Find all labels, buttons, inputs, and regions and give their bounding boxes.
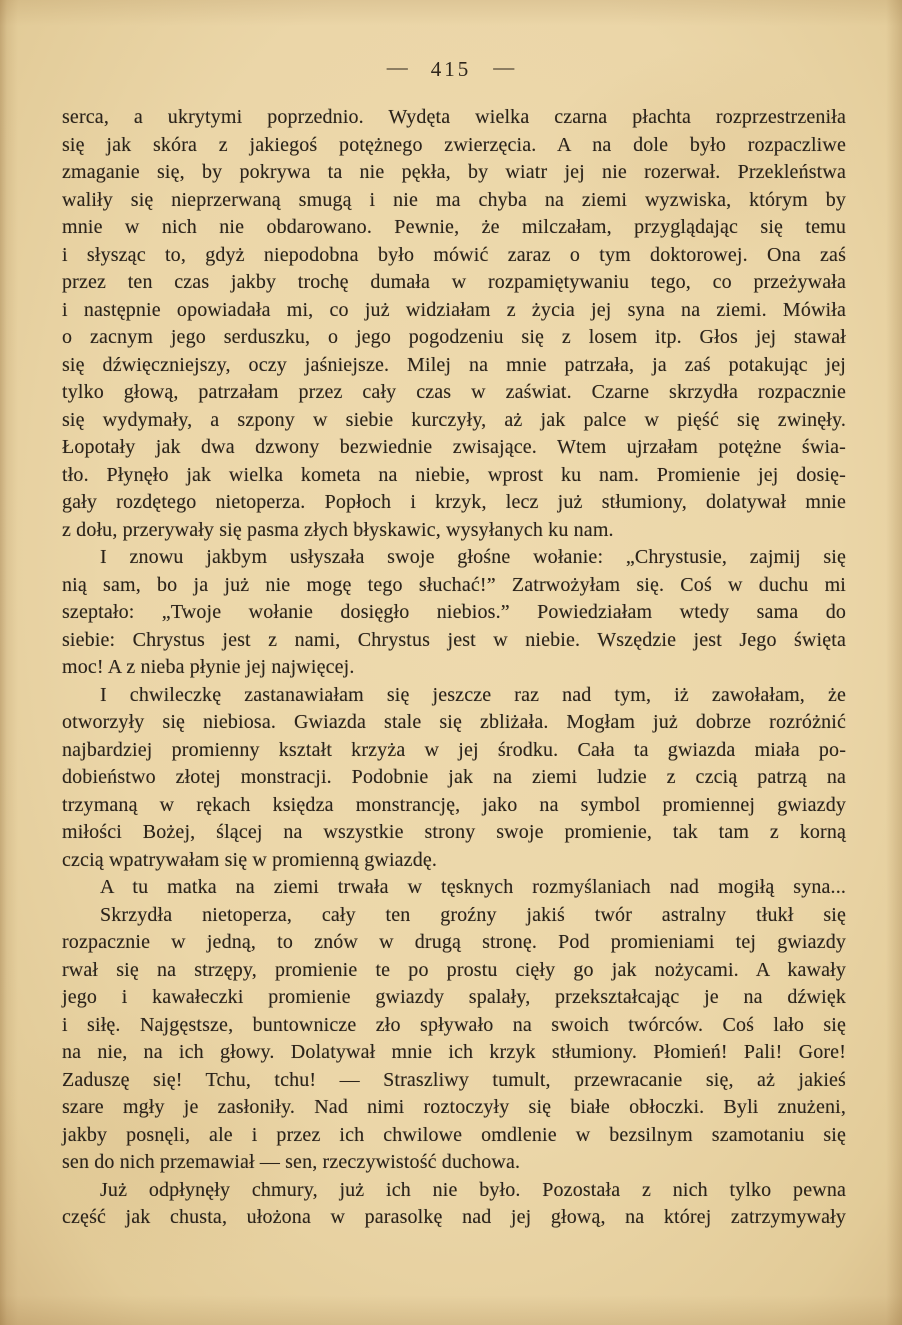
text-line: Już odpłynęły chmury, już ich nie było. Pozostała z nich tylko pewna xyxy=(100,1178,846,1201)
text-line: jego i kawałeczki promienie gwiazdy spalały, przekształcając je na dźwięk xyxy=(62,986,846,1008)
text-line: przez ten czas jakby trochę dumała w rozpamiętywaniu tego, co przeżywała xyxy=(62,271,846,293)
text-line: najbardziej promienny kształt krzyża w jej środku. Cała ta gwiazda miała po- xyxy=(62,738,846,761)
text-line: A tu matka na ziemi trwała w tęsknych rozmyślaniach nad mogiłą syna... xyxy=(100,876,846,898)
text-line: miłości Bożej, ślącej na wszystkie strony swoje promienie, tak tam z korną xyxy=(62,821,846,843)
text-line: na nie, na ich głowy. Dolatywał mnie ich krzyk stłumiony. Płomień! Pali! Gore! xyxy=(62,1041,846,1063)
text-line: I chwileczkę zastanawiałam się jeszcze raz nad tym, iż zawołałam, że xyxy=(100,683,846,706)
header-dash-left: — xyxy=(386,55,409,79)
text-line: się dźwięczniejszy, oczy jaśniejsze. Milej na mnie patrzała, ja zaś potakując jej xyxy=(62,353,846,376)
text-line: Zaduszę się! Tchu, tchu! — Straszliwy tumult, przewracanie się, aż jakieś xyxy=(62,1068,846,1091)
text-line: rozpacznie w jedną, to znów w drugą stronę. Pod promieniami tej gwiazdy xyxy=(62,931,846,953)
text-line: siebie: Chrystus jest z nami, Chrystus jest w niebie. Wszędzie jest Jego święta xyxy=(62,628,846,651)
page-number: 415 xyxy=(430,57,472,81)
text-line: się wydymały, a szpony w siebie kurczyły, aż jak palce w pięść się zwinęły. xyxy=(62,408,846,431)
text-line: szare mgły je zasłoniły. Nad nimi roztoczyły się białe obłoczki. Byli znużeni, xyxy=(62,1096,846,1118)
text-line: gały rozdętego nietoperza. Popłoch i krzyk, lecz już stłumiony, dolatywał mnie xyxy=(62,491,846,513)
text-line: nią sam, bo ja już nie mogę tego słuchać!” Zatrwożyłam się. Coś w duchu mi xyxy=(62,573,846,596)
text-line: trzymaną w rękach księdza monstrancję, jako na symbol promiennej gwiazdy xyxy=(62,793,846,816)
text-line: i siłę. Najgęstsze, buntownicze zło spływało na swoich twórców. Coś lało się xyxy=(62,1013,846,1036)
text-line: i słysząc to, gdyż niepodobna było mówić zaraz o tym doktorowej. Ona zaś xyxy=(62,243,846,266)
text-line: tło. Płynęło jak wielka kometa na niebie, wprost ku nam. Promienie jej dosię- xyxy=(62,463,846,486)
text-line: szeptało: „Twoje wołanie dosięgło niebios.” Powiedziałam wtedy sama do xyxy=(62,601,846,623)
text-line: jakby posnęli, ale i przez ich chwilowe omdlenie w bezsilnym szamotaniu się xyxy=(62,1123,846,1146)
text-line: serca, a ukrytymi poprzednio. Wydęta wielka czarna płachta rozprzestrzeniła xyxy=(62,106,846,128)
text-line: Łopotały jak dwa dzwony bezwiednie zwisające. Wtem ujrzałam potężne świa- xyxy=(62,436,846,458)
text-line: z dołu, przerywały się pasma złych błyskawic, wysyłanych ku nam. xyxy=(62,518,614,541)
text-line: waliły się nieprzerwaną smugą i nie ma chyba na ziemi wyzwiska, którym by xyxy=(62,188,846,211)
text-line: moc! A z nieba płynie jej najwięcej. xyxy=(62,656,355,678)
text-line: Skrzydła nietoperza, cały ten groźny jakiś twór astralny tłukł się xyxy=(100,903,846,926)
text-line: część jak chusta, ułożona w parasolkę nad jej głową, na której zatrzymywały xyxy=(62,1206,846,1228)
text-line: i następnie opowiadała mi, co już widziałam z życia jej syna na ziemi. Mówiła xyxy=(62,298,846,321)
text-line: sen do nich przemawiał — sen, rzeczywistość duchowa. xyxy=(62,1151,521,1173)
text-line: się jak skóra z jakiegoś potężnego zwierzęcia. A na dole było rozpaczliwe xyxy=(62,133,846,156)
text-line: zmaganie się, by pokrywa ta nie pękła, by wiatr jej nie rozerwał. Przekleństwa xyxy=(62,161,846,183)
header-dash-right: — xyxy=(493,55,516,79)
text-line: o zacnym jego serduszku, o jego pogodzeniu się z losem itp. Głos jej stawał xyxy=(62,326,846,348)
text-line: otworzyły się niebiosa. Gwiazda stale się zbliżała. Mogłam już dobrze rozróżnić xyxy=(62,711,846,733)
text-line: mnie w nich nie obdarowano. Pewnie, że milczałam, przyglądając się temu xyxy=(62,216,846,238)
text-line: dobieństwo złotej monstracji. Podobnie jak na ziemi ludzie z czcią patrzą na xyxy=(62,766,846,788)
text-line: tylko głową, patrzałam przez cały czas w zaświat. Czarne skrzydła rozpacznie xyxy=(62,381,846,403)
text-line: I znowu jakbym usłyszała swoje głośne wołanie: „Chrystusie, zajmij się xyxy=(100,546,846,568)
text-line: rwał się na strzępy, promienie te po prostu cięły go jak nożycami. A kawały xyxy=(62,958,846,981)
page-body-text xyxy=(62,104,846,1232)
text-line: czcią wpatrywałam się w promienną gwiazdę. xyxy=(62,848,438,871)
page-header xyxy=(0,57,902,82)
